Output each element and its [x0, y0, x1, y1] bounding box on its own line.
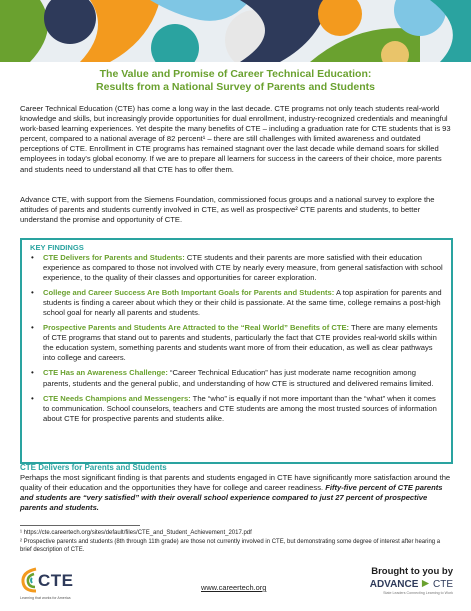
key-finding-item	[31, 288, 443, 318]
key-finding-text: A top aspiration for parents and students is finding a career about which they or their child is passionate. At the same time, college remains a post-high school goal for nearly all parents and students.	[43, 288, 442, 318]
footnote-divider	[20, 525, 140, 526]
section-emphasis-text: Fifty-five percent of CTE parents and students are “very satisfied” with their overall school experience compared to just 27 percent of prospective parents and students.	[20, 483, 443, 513]
key-finding-label: Prospective Parents and Students Are Attracted to the “Real World” Benefits of CTE:	[43, 323, 350, 333]
footnote-1: ¹ https://cte.careertech.org/sites/default/files/CTE_and_Student_Achievement_2017.pdf	[20, 530, 252, 536]
key-finding-text: “Career Technical Education” has just moderate name recognition among parents, students and the general public, and understanding of how CTE is structured and delivered remains limited.	[43, 368, 434, 388]
bullet-icon: •	[31, 368, 34, 378]
document-title	[20, 68, 451, 94]
bullet-icon: •	[31, 288, 34, 298]
intro-paragraph: Career Technical Education (CTE) has come a long way in the last decade. CTE programs not only teach students real-world knowledge and skills, but increasingly provide opportunities for dual enrollment, industry-recognized credentials and meaningful work-based learning experiences. Yet despite the many benefits of CTE – including a graduation rate for CTE students that is 93 percent, compared to a national average of 82 percent¹ – there are still challenges with limited awareness and outdated perceptions of CTE. Enrollment in CTE programs has remained stagnant over the last decade while demand soars for skilled employees in today's global economy. If we are to prepare all learners for success in the careers of their choice, more parents and students need to understand all that CTE has to offer them.	[20, 104, 451, 174]
header-banner	[0, 0, 471, 62]
key-finding-text: There are many elements of CTE programs that stand out to parents and students, particularly the fact that CTE provides real-world skills within the education system, something parents and students want more of from their education, as well as clear pathways into college and careers.	[43, 323, 438, 363]
key-finding-item	[31, 368, 443, 388]
website-link[interactable]: www.careertech.org	[201, 583, 267, 592]
key-finding-item	[31, 393, 443, 424]
key-finding-label: College and Career Success Are Both Important Goals for Parents and Students:	[43, 288, 335, 298]
cte-swirl-icon	[20, 566, 40, 594]
section-heading: CTE Delivers for Parents and Students	[20, 463, 167, 472]
key-finding-item	[31, 253, 443, 283]
bullet-icon: •	[31, 393, 34, 403]
advance-cte-suffix: CTE	[433, 579, 453, 590]
title-line-1: The Value and Promise of Career Technical Education:	[99, 68, 372, 80]
key-findings-box	[20, 238, 453, 464]
key-finding-item	[31, 323, 443, 363]
sponsor-block	[313, 566, 453, 595]
key-finding-label: CTE Delivers for Parents and Students:	[43, 253, 185, 262]
cte-logo-text: CTE	[38, 571, 74, 590]
intro-paragraph: Advance CTE, with support from the Siemens Foundation, commissioned focus groups and a national survey to explore the attitudes of parents and students currently involved in CTE, as well as prospective² CTE parents and students, to better understand the promise and opportunity of CTE.	[20, 195, 435, 225]
key-finding-text: CTE students and their parents are more satisfied with their education experience as compared to those not involved with CTE by nearly every measure, from general satisfaction with school experience, to the quality of their classes and opportunities for career exploration.	[43, 253, 443, 283]
key-findings-heading: KEY FINDINGS	[30, 243, 84, 252]
cte-logo	[20, 566, 88, 606]
key-finding-text: The “who” is equally if not more important than the “what” when it comes to communication. School counselors, teachers and CTE students are among the most trusted sources of information about CTE for prospective parents and students alike.	[43, 393, 437, 423]
key-finding-label: CTE Needs Champions and Messengers:	[43, 393, 191, 403]
title-line-2: Results from a National Survey of Parents and Students	[96, 81, 375, 93]
key-findings-list	[30, 253, 443, 424]
advance-cte-logo	[313, 579, 453, 590]
brought-to-you-label: Brought to you by	[371, 566, 453, 577]
advance-arrow-icon	[421, 579, 430, 588]
key-finding-label: CTE Has an Awareness Challenge:	[43, 368, 168, 378]
bullet-icon: •	[31, 323, 34, 333]
advance-cte-name: ADVANCE	[369, 579, 419, 590]
advance-cte-tagline: State Leaders Connecting Learning to Work	[383, 591, 453, 595]
decorative-shapes	[0, 0, 471, 62]
bullet-icon: •	[31, 253, 34, 262]
cte-logo-tagline: Learning that works for America	[20, 596, 71, 600]
footnote-2: ² Prospective parents and students (8th through 11th grade) are those not currently involved in CTE, but demonstrating some degree of interest after hearing a brief description of CTE.	[20, 539, 441, 553]
section-body-text: Perhaps the most significant finding is that parents and students engaged in CTE have significantly more satisfaction around the quality of their education and the opportunities they have for college and career readiness.	[20, 473, 451, 493]
section-body	[20, 473, 452, 513]
